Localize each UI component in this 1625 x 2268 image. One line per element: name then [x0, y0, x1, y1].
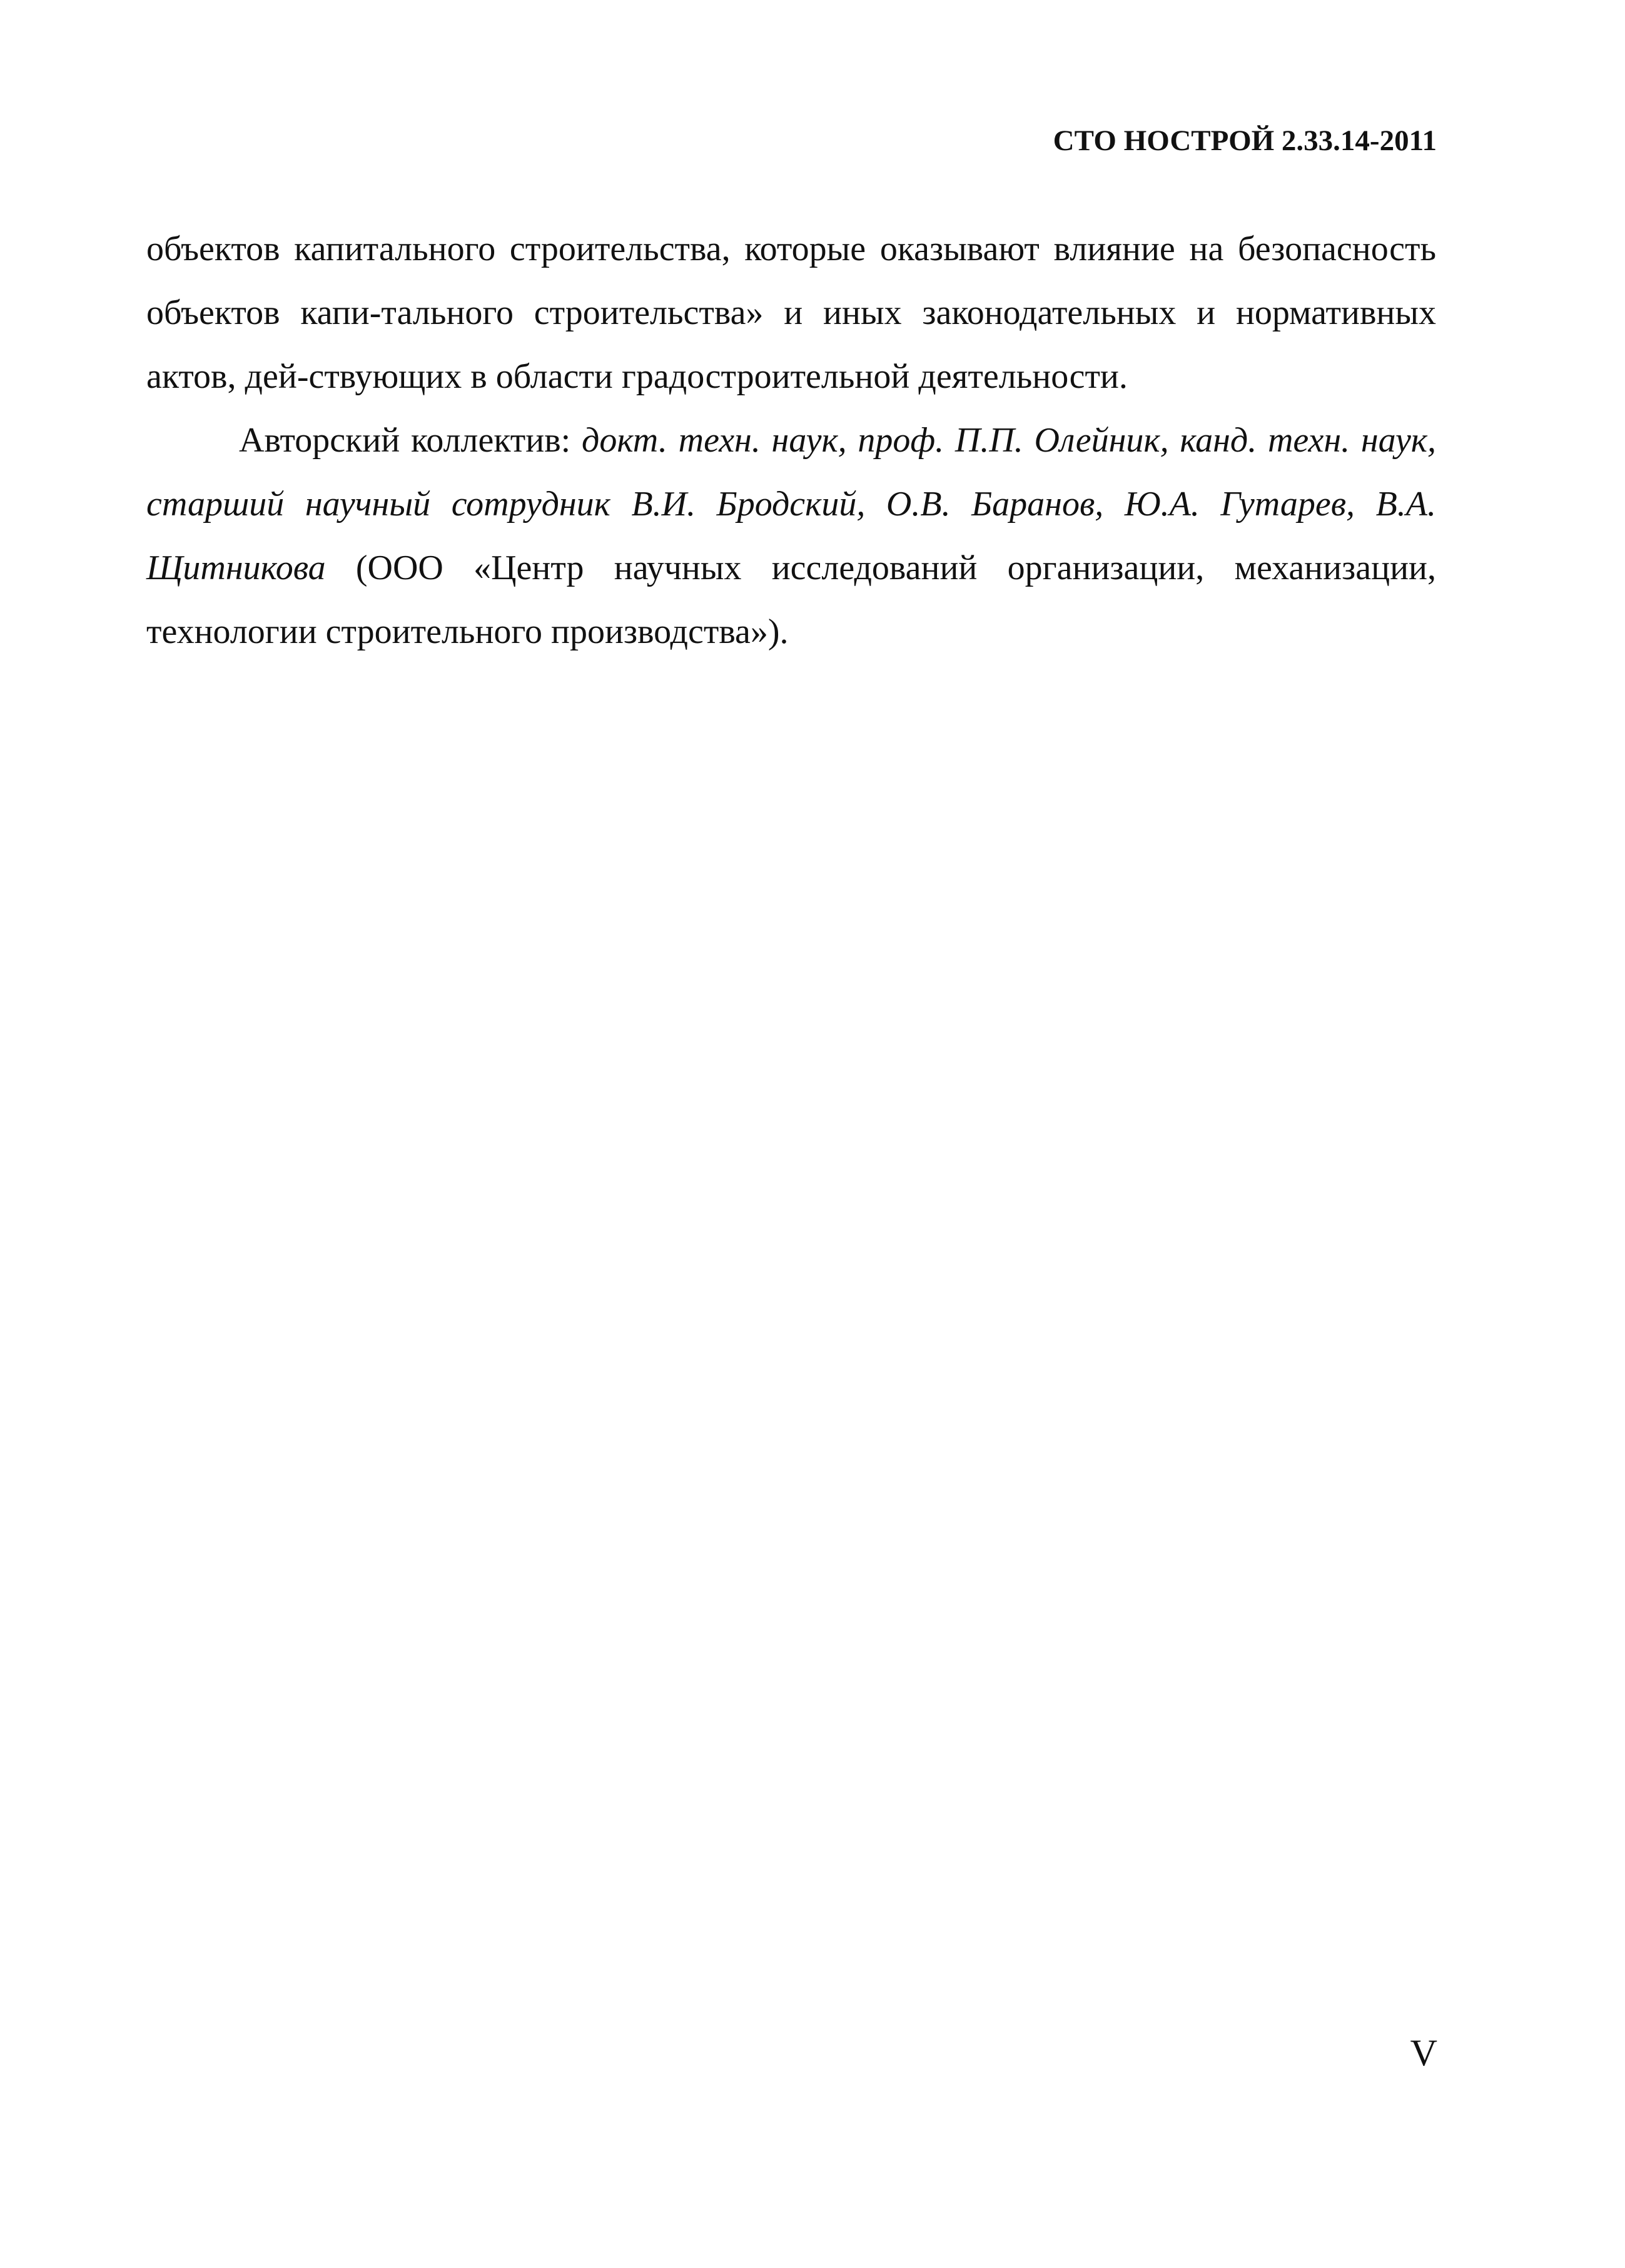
body-text	[146, 217, 1436, 664]
paragraph-authors	[146, 408, 1436, 664]
document-code-header: СТО НОСТРОЙ 2.33.14-2011	[1053, 124, 1437, 157]
authors-organization: (ООО «Центр научных исследований организации, механизации, технологии строительного производства»).	[146, 549, 1436, 651]
paragraph-regulatory-basis: объектов капитального строительства, которые оказывают влияние на безопасность объектов капи-тального строительства» и иных законодательных и нормативных актов, дей-ствующих в области градостроительной деятельности.	[146, 230, 1436, 396]
page-number: V	[1410, 2032, 1437, 2073]
authors-list: докт. техн. наук, проф. П.П. Олейник, канд. техн. наук, старший научный сотрудник В.И. Бродский, О.В. Баранов, Ю.А. Гутарев, В.А. Щитникова	[146, 421, 1436, 587]
authors-lead: Авторский коллектив:	[239, 421, 582, 460]
